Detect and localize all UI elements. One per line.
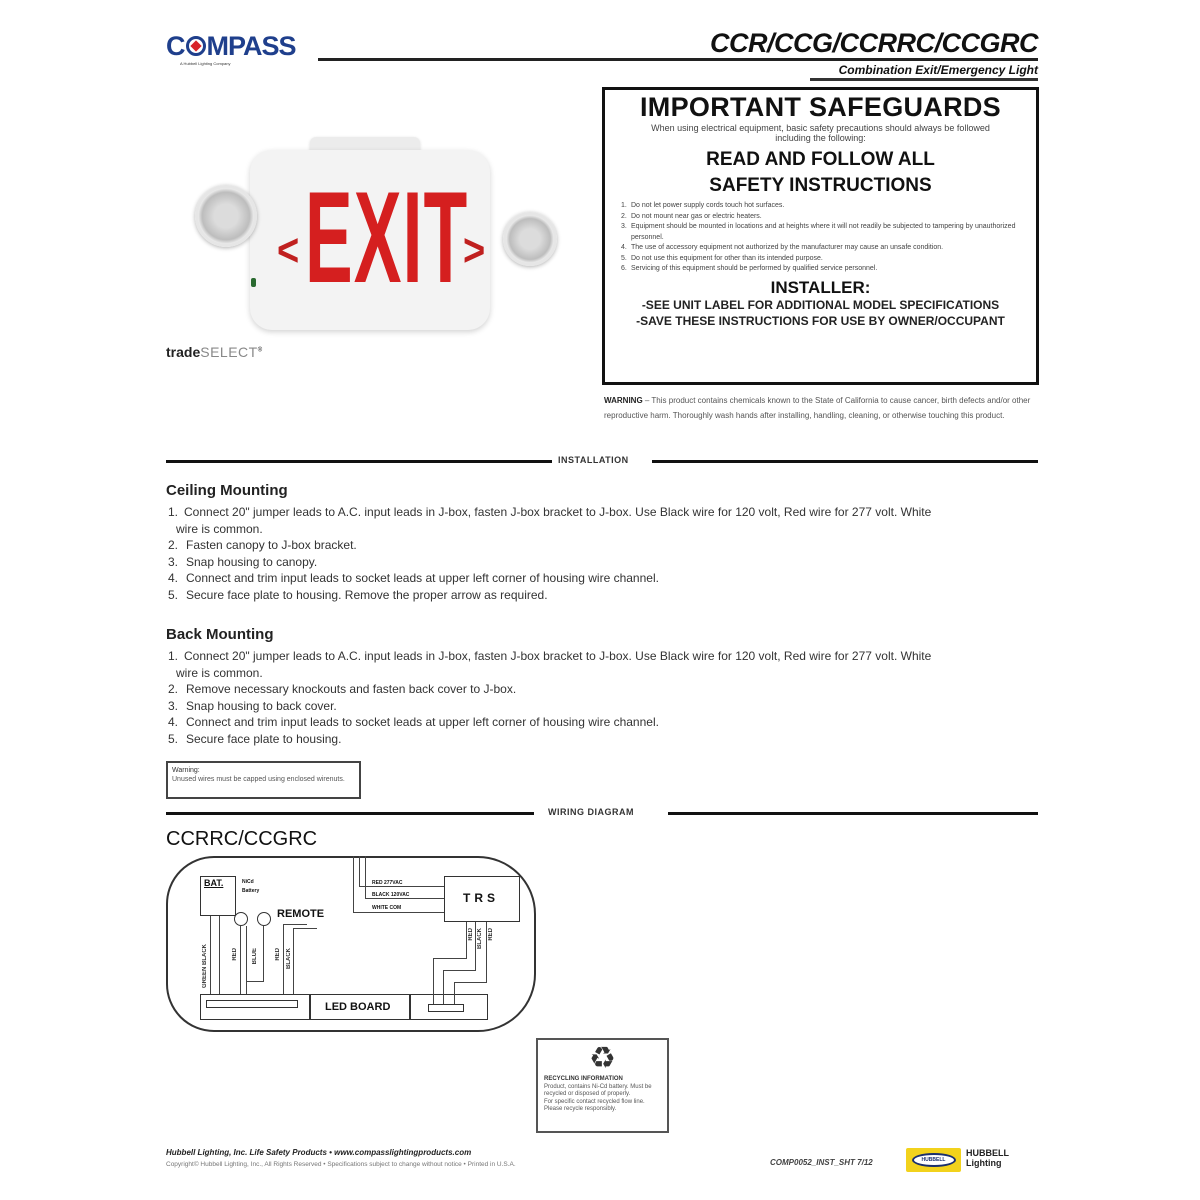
wire xyxy=(246,981,264,982)
recycling-line: Product, contains Ni-Cd battery. Must be recycled or disposed of properly. xyxy=(544,1083,652,1097)
hubbell-name: HUBBELL xyxy=(966,1148,1009,1158)
wire xyxy=(210,916,211,996)
safeguard-item: 4. The use of accessory equipment not authorized by the manufacturer may cause an unsafe condition. xyxy=(621,244,944,251)
warning-text: – This product contains chemicals known to the State of California to cause cancer, birth defects and/or other reproductive harm. Thoroughly wash hands after installing, handling, cleaning, or otherwise touching this product. xyxy=(604,396,1031,420)
exit-legend: EXIT xyxy=(305,164,469,310)
footer-company-line: Hubbell Lighting, Inc. Life Safety Products • www.compasslightingproducts.com xyxy=(166,1148,472,1157)
wire xyxy=(486,922,487,982)
input-lead-label: BLACK 120VAC xyxy=(372,892,410,898)
exit-sign-product-image xyxy=(185,130,565,330)
back-mounting-heading: Back Mounting xyxy=(166,626,274,643)
recycling-line: Please recycle responsibly. xyxy=(544,1106,617,1112)
document-subtitle: Combination Exit/Emergency Light xyxy=(838,63,1038,77)
installer-heading: INSTALLER: xyxy=(770,277,871,297)
compass-logo: C MPASS A Hubbell Lighting Company xyxy=(166,32,301,68)
installer-line: -SEE UNIT LABEL FOR ADDITIONAL MODEL SPECIFICATIONS xyxy=(641,297,1000,312)
trs-wire-label: BLACK xyxy=(477,928,483,949)
step-item: 4. Connect and trim input leads to socket leads at upper left corner of housing wire channel. xyxy=(168,715,659,729)
recycling-information-box xyxy=(536,1038,669,1133)
installer-line: -SAVE THESE INSTRUCTIONS FOR USE BY OWNER/OCCUPANT xyxy=(636,313,1005,328)
wiring-model-title: CCRRC/CCGRC xyxy=(166,828,318,850)
wire xyxy=(454,982,455,1004)
installation-rule-left xyxy=(166,460,552,463)
battery-box xyxy=(200,876,236,916)
warning-label: WARNING xyxy=(604,396,643,405)
remote-label: REMOTE xyxy=(277,908,325,920)
status-led-icon xyxy=(251,278,256,287)
battery-note: NiCd Battery xyxy=(242,879,260,894)
safeguard-item: 3. Equipment should be mounted in locations and at heights where it will not readily be subjected to tampering by unauthorized personnel. xyxy=(621,223,1016,241)
hubbell-logo-badge xyxy=(906,1148,961,1172)
warning-box-text: Unused wires must be capped using enclosed wirenuts. xyxy=(172,776,345,783)
wire xyxy=(293,928,317,929)
wiring-section-label: WIRING DIAGRAM xyxy=(548,807,634,817)
wire-label: RED xyxy=(275,948,281,961)
wire xyxy=(454,982,487,983)
wiring-diagram xyxy=(166,856,538,1034)
hubbell-lighting-wordmark xyxy=(966,1148,1009,1168)
wire-label: BLACK xyxy=(286,948,292,969)
wire xyxy=(353,856,354,912)
trs-label: TRS xyxy=(463,891,499,905)
wire xyxy=(246,926,247,996)
trs-connector xyxy=(428,1004,464,1012)
back-mounting-steps xyxy=(168,648,1040,747)
subtitle-divider xyxy=(810,78,1038,81)
wire xyxy=(475,922,476,970)
recycling-title: RECYCLING INFORMATION xyxy=(544,1076,623,1082)
hubbell-sub: Lighting xyxy=(966,1158,1002,1168)
logo-tagline: A Hubbell Lighting Company xyxy=(180,61,231,66)
step-item: 2. Remove necessary knockouts and fasten back cover to J-box. xyxy=(168,682,517,696)
input-lead-label: WHITE COM xyxy=(372,905,402,911)
wire xyxy=(283,924,284,996)
step-item: 3. Snap housing to canopy. xyxy=(168,554,318,569)
safeguards-heading: IMPORTANT SAFEGUARDS xyxy=(640,92,1001,122)
registered-mark: ® xyxy=(257,347,263,354)
wire-label: GREEN BLACK xyxy=(202,944,208,989)
logo-wordmark-rest: MPASS xyxy=(206,31,296,61)
trs-wire-label: RED xyxy=(488,928,494,941)
safeguards-intro: When using electrical equipment, basic safety precautions should always be followed including the following: xyxy=(651,123,990,143)
led-board-label: LED BOARD xyxy=(325,1001,391,1013)
lamp-symbol-icon xyxy=(234,912,248,926)
warning-box-title: Warning: xyxy=(172,767,200,774)
california-prop65-warning xyxy=(604,393,1040,423)
trs-wire-label: RED xyxy=(468,928,474,941)
step-item: 4. Connect and trim input leads to socket leads at upper left corner of housing wire channel. xyxy=(168,571,659,585)
led-board-connector xyxy=(206,1000,298,1008)
led-board-box xyxy=(310,994,410,1020)
right-arrow-chevron: > xyxy=(463,225,486,277)
important-safeguards-box xyxy=(602,87,1039,385)
trs-module-box xyxy=(444,876,520,922)
step-item: 5. Secure face plate to housing. Remove the proper arrow as required. xyxy=(168,587,548,602)
step-item: 3. Snap housing to back cover. xyxy=(168,698,337,713)
footer-copyright-line: Copyright© Hubbell Lighting, Inc., All Rights Reserved • Specifications subject to change without notice • Printed in U.S.A. xyxy=(166,1161,516,1168)
left-lamp-head-icon xyxy=(195,185,257,247)
wire xyxy=(219,916,220,996)
trade-logo-bold: trade xyxy=(166,344,201,360)
wire xyxy=(293,928,294,996)
header-divider xyxy=(318,58,1038,61)
document-title: CCR/CCG/CCRRC/CCGRC xyxy=(710,28,1038,58)
wire xyxy=(283,924,307,925)
document-code: COMP0052_INST_SHT 7/12 xyxy=(770,1158,873,1167)
compass-rose-icon xyxy=(186,36,206,56)
wire xyxy=(359,856,360,886)
wire xyxy=(263,926,264,981)
input-lead-label: RED 277VAC xyxy=(372,880,403,886)
battery-label: BAT. xyxy=(204,878,224,888)
wiring-rule-left xyxy=(166,812,534,815)
wire xyxy=(433,958,467,959)
wire xyxy=(365,898,444,899)
step-item: 1. Connect 20" jumper leads to A.C. input leads in J-box, fasten J-box bracket to J-box. Use Black wire for 120 volt, Red wire for 277 volt. White wire is common. xyxy=(168,649,932,680)
installation-rule-right xyxy=(652,460,1038,463)
ceiling-mounting-heading: Ceiling Mounting xyxy=(166,482,288,499)
wire xyxy=(240,926,241,996)
left-arrow-chevron: < xyxy=(277,225,300,277)
safeguard-item: 6. Servicing of this equipment should be performed by qualified service personnel. xyxy=(621,265,878,272)
wire xyxy=(443,970,476,971)
wire-cap-warning-box xyxy=(166,761,361,799)
safeguard-item: 5. Do not use this equipment for other than its intended purpose. xyxy=(621,254,823,262)
read-follow-heading: READ AND FOLLOW ALL SAFETY INSTRUCTIONS xyxy=(706,149,935,196)
installation-section-label: INSTALLATION xyxy=(558,455,629,465)
wire xyxy=(365,856,366,898)
recycling-line: For specific contact recycled flow line. xyxy=(544,1098,645,1105)
right-lamp-head-icon xyxy=(503,212,557,266)
safeguards-list xyxy=(605,199,1036,275)
step-item: 1. Connect 20" jumper leads to A.C. input leads in J-box, fasten J-box bracket to J-box. Use Black wire for 120 volt, Red wire for 277 volt. White wire is common. xyxy=(168,505,932,536)
trade-logo-light: SELECT xyxy=(200,344,258,360)
wire-label: RED xyxy=(232,948,238,961)
ceiling-mounting-steps xyxy=(168,504,1040,603)
safeguard-item: 1. Do not let power supply cords touch hot surfaces. xyxy=(621,202,785,209)
step-item: 5. Secure face plate to housing. xyxy=(168,731,342,746)
wire xyxy=(433,958,434,1004)
wire xyxy=(466,922,467,958)
lamp-symbol-icon xyxy=(257,912,271,926)
wiring-rule-right xyxy=(668,812,1038,815)
step-item: 2. Fasten canopy to J-box bracket. xyxy=(168,538,357,552)
wire xyxy=(353,912,444,913)
hubbell-oval-icon: HUBBELL xyxy=(912,1153,956,1167)
wire xyxy=(359,886,444,887)
recycle-icon: ♻ xyxy=(589,1042,616,1075)
wire-label: BLUE xyxy=(252,948,258,965)
tradeselect-logo xyxy=(166,344,262,360)
safeguard-item: 2. Do not mount near gas or electric heaters. xyxy=(621,212,762,220)
wire xyxy=(443,970,444,1004)
